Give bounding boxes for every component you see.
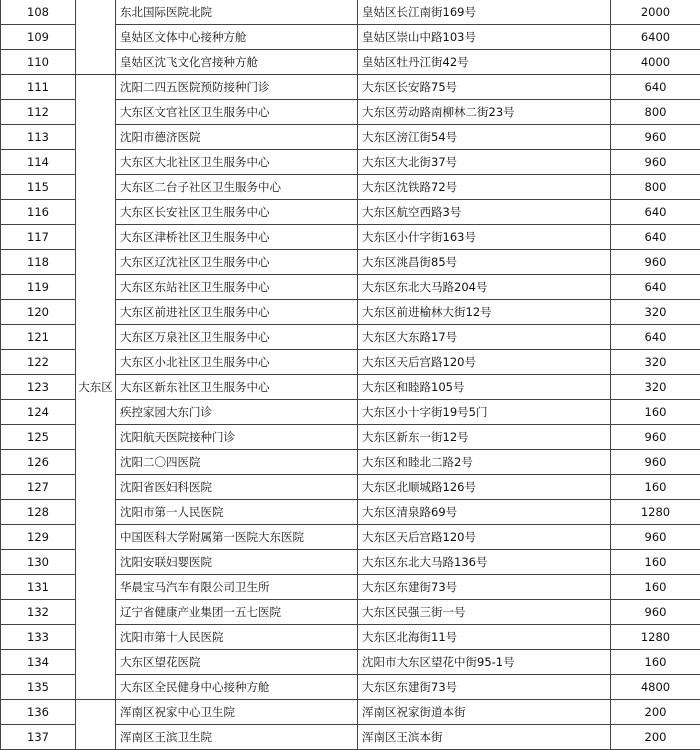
site-name: 大东区长安社区卫生服务中心 [116, 200, 358, 225]
row-number: 108 [1, 0, 76, 25]
dose-quantity: 160 [611, 550, 700, 575]
site-name: 大东区大北社区卫生服务中心 [116, 150, 358, 175]
site-name: 大东区新东社区卫生服务中心 [116, 375, 358, 400]
row-number: 124 [1, 400, 76, 425]
site-name: 沈阳市第十人民医院 [116, 625, 358, 650]
site-name: 大东区前进社区卫生服务中心 [116, 300, 358, 325]
table-row [1, 0, 700, 25]
site-address: 大东区北顺城路126号 [358, 475, 611, 500]
site-address: 大东区小十字街19号5门 [358, 400, 611, 425]
dose-quantity: 640 [611, 325, 700, 350]
dose-quantity: 6400 [611, 25, 700, 50]
table-row [1, 75, 700, 100]
dose-quantity: 4800 [611, 675, 700, 700]
site-address: 大东区东建街73号 [358, 575, 611, 600]
site-address: 大东区小什字街163号 [358, 225, 611, 250]
site-address: 大东区大北街37号 [358, 150, 611, 175]
row-number: 115 [1, 175, 76, 200]
row-number: 116 [1, 200, 76, 225]
table-row [1, 700, 700, 725]
site-address: 沈阳市大东区望花中街95-1号 [358, 650, 611, 675]
row-number: 137 [1, 725, 76, 750]
dose-quantity: 960 [611, 250, 700, 275]
dose-quantity: 640 [611, 75, 700, 100]
dose-quantity: 160 [611, 475, 700, 500]
dose-quantity: 960 [611, 525, 700, 550]
dose-quantity: 320 [611, 300, 700, 325]
site-name: 东北国际医院北院 [116, 0, 358, 25]
row-number: 121 [1, 325, 76, 350]
dose-quantity: 640 [611, 275, 700, 300]
site-address: 大东区东北大马路136号 [358, 550, 611, 575]
site-address: 皇姑区长江南街169号 [358, 0, 611, 25]
site-address: 大东区前进榆林大街12号 [358, 300, 611, 325]
site-name: 大东区辽沈社区卫生服务中心 [116, 250, 358, 275]
site-name: 皇姑区沈飞文化宫接种方舱 [116, 50, 358, 75]
site-address: 大东区东建街73号 [358, 675, 611, 700]
site-address: 大东区洮昌街85号 [358, 250, 611, 275]
row-number: 128 [1, 500, 76, 525]
site-address: 皇姑区崇山中路103号 [358, 25, 611, 50]
dose-quantity: 1280 [611, 625, 700, 650]
site-address: 大东区航空西路3号 [358, 200, 611, 225]
row-number: 120 [1, 300, 76, 325]
row-number: 122 [1, 350, 76, 375]
site-name: 沈阳省医妇科医院 [116, 475, 358, 500]
row-number: 126 [1, 450, 76, 475]
site-name: 沈阳市德济医院 [116, 125, 358, 150]
dose-quantity: 160 [611, 575, 700, 600]
dose-quantity: 960 [611, 425, 700, 450]
site-name: 沈阳市第一人民医院 [116, 500, 358, 525]
dose-quantity: 4000 [611, 50, 700, 75]
row-number: 110 [1, 50, 76, 75]
dose-quantity: 200 [611, 725, 700, 750]
site-name: 浑南区王滨卫生院 [116, 725, 358, 750]
site-name: 疾控家园大东门诊 [116, 400, 358, 425]
site-name: 沈阳二四五医院预防接种门诊 [116, 75, 358, 100]
site-address: 浑南区祝家街道本街 [358, 700, 611, 725]
site-name: 大东区小北社区卫生服务中心 [116, 350, 358, 375]
row-number: 135 [1, 675, 76, 700]
row-number: 134 [1, 650, 76, 675]
row-number: 117 [1, 225, 76, 250]
site-address: 大东区和睦北二路2号 [358, 450, 611, 475]
site-name: 沈阳安联妇婴医院 [116, 550, 358, 575]
site-name: 大东区二台子社区卫生服务中心 [116, 175, 358, 200]
site-name: 辽宁省健康产业集团一五七医院 [116, 600, 358, 625]
row-number: 127 [1, 475, 76, 500]
site-address: 大东区新东一街12号 [358, 425, 611, 450]
site-address: 大东区天后宫路120号 [358, 350, 611, 375]
dose-quantity: 960 [611, 150, 700, 175]
dose-quantity: 2000 [611, 0, 700, 25]
row-number: 123 [1, 375, 76, 400]
site-address: 大东区沈铁路72号 [358, 175, 611, 200]
dose-quantity: 200 [611, 700, 700, 725]
row-number: 112 [1, 100, 76, 125]
site-address: 大东区民强三街一号 [358, 600, 611, 625]
row-number: 114 [1, 150, 76, 175]
dose-quantity: 160 [611, 650, 700, 675]
site-name: 大东区津桥社区卫生服务中心 [116, 225, 358, 250]
dose-quantity: 960 [611, 600, 700, 625]
site-address: 大东区东北大马路204号 [358, 275, 611, 300]
site-address: 大东区劳动路南柳林二街23号 [358, 100, 611, 125]
dose-quantity: 960 [611, 450, 700, 475]
site-name: 大东区全民健身中心接种方舱 [116, 675, 358, 700]
site-name: 大东区文官社区卫生服务中心 [116, 100, 358, 125]
dose-quantity: 640 [611, 225, 700, 250]
site-address: 大东区天后宫路120号 [358, 525, 611, 550]
site-name: 皇姑区文体中心接种方舱 [116, 25, 358, 50]
district-cell-dadong: 大东区 [76, 75, 116, 700]
row-number: 133 [1, 625, 76, 650]
district-cell-huanggu [76, 0, 116, 75]
dose-quantity: 800 [611, 100, 700, 125]
dose-quantity: 960 [611, 125, 700, 150]
dose-quantity: 1280 [611, 500, 700, 525]
site-name: 华晨宝马汽车有限公司卫生所 [116, 575, 358, 600]
site-address: 大东区清泉路69号 [358, 500, 611, 525]
site-address: 大东区北海街11号 [358, 625, 611, 650]
site-address: 皇姑区牡丹江街42号 [358, 50, 611, 75]
row-number: 132 [1, 600, 76, 625]
dose-quantity: 800 [611, 175, 700, 200]
site-address: 大东区大东路17号 [358, 325, 611, 350]
site-name: 大东区万泉社区卫生服务中心 [116, 325, 358, 350]
site-name: 大东区望花医院 [116, 650, 358, 675]
row-number: 131 [1, 575, 76, 600]
row-number: 113 [1, 125, 76, 150]
dose-quantity: 320 [611, 350, 700, 375]
row-number: 130 [1, 550, 76, 575]
row-number: 109 [1, 25, 76, 50]
site-name: 中国医科大学附属第一医院大东医院 [116, 525, 358, 550]
table-body [1, 0, 700, 750]
site-name: 大东区东站社区卫生服务中心 [116, 275, 358, 300]
row-number: 125 [1, 425, 76, 450]
district-cell-hunnan [76, 700, 116, 750]
dose-quantity: 160 [611, 400, 700, 425]
dose-quantity: 640 [611, 200, 700, 225]
site-address: 浑南区王滨本街 [358, 725, 611, 750]
row-number: 136 [1, 700, 76, 725]
site-address: 大东区和睦路105号 [358, 375, 611, 400]
row-number: 111 [1, 75, 76, 100]
row-number: 118 [1, 250, 76, 275]
site-address: 大东区滂江街54号 [358, 125, 611, 150]
site-name: 沈阳二〇四医院 [116, 450, 358, 475]
site-address: 大东区长安路75号 [358, 75, 611, 100]
row-number: 129 [1, 525, 76, 550]
site-name: 浑南区祝家中心卫生院 [116, 700, 358, 725]
row-number: 119 [1, 275, 76, 300]
dose-quantity: 320 [611, 375, 700, 400]
site-name: 沈阳航天医院接种门诊 [116, 425, 358, 450]
